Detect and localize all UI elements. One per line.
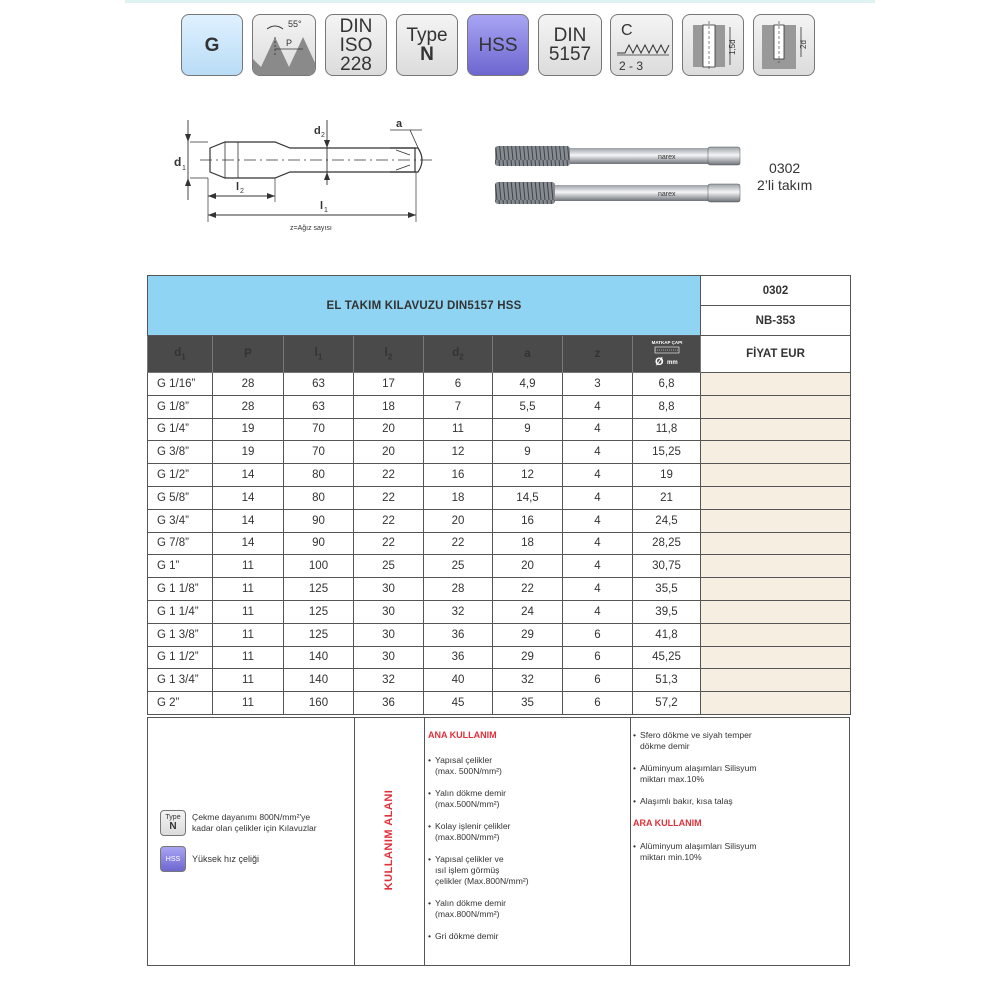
table-cell: 39,5 xyxy=(633,600,701,623)
table-cell: 36 xyxy=(424,623,493,646)
price-cell xyxy=(701,395,851,418)
table-cell: 6 xyxy=(424,373,493,396)
drill-diameter-icon xyxy=(647,338,687,368)
table-cell: 80 xyxy=(284,464,354,487)
usage-item: • Yalın dökme demir (max.800N/mm²) xyxy=(428,898,623,920)
table-row xyxy=(148,373,851,396)
table-cell: G 1/16” xyxy=(148,373,213,396)
table-row xyxy=(148,578,851,601)
table-row xyxy=(148,555,851,578)
table-cell: 70 xyxy=(284,441,354,464)
usage-item: • Alüminyum alaşımları Silisyum miktarı min.10% xyxy=(633,841,843,863)
table-cell: 160 xyxy=(284,692,354,715)
table-cell: 4 xyxy=(563,464,633,487)
table-cell: 6 xyxy=(563,623,633,646)
table-cell: 63 xyxy=(284,395,354,418)
table-cell: 21 xyxy=(633,486,701,509)
thread-profile-icon xyxy=(252,14,316,76)
type-value: N xyxy=(420,44,434,65)
table-cell: 22 xyxy=(354,486,424,509)
table-cell: 30 xyxy=(354,578,424,601)
table-cell: 140 xyxy=(284,646,354,669)
table-cell: 11 xyxy=(213,578,284,601)
table-cell: G 1 1/4” xyxy=(148,600,213,623)
table-cell: 16 xyxy=(424,464,493,487)
table-cell: 6,8 xyxy=(633,373,701,396)
usage-item: • Yapısal çelikler (max. 500N/mm²) xyxy=(428,755,623,777)
usage-item: • Alüminyum alaşımları Silisyum miktarı max.10% xyxy=(633,763,843,785)
table-cell: 18 xyxy=(493,532,563,555)
secondary-usage-list xyxy=(633,841,843,863)
table-cell: 28 xyxy=(213,373,284,396)
table-cell: 45 xyxy=(424,692,493,715)
right-usage-list xyxy=(633,730,843,807)
din5157-icon xyxy=(538,14,602,76)
col-header-d1: $d_1$ xyxy=(148,336,213,373)
tap-spec-table xyxy=(147,275,851,715)
table-cell: 19 xyxy=(213,441,284,464)
table-row xyxy=(148,623,851,646)
table-cell: 20 xyxy=(354,441,424,464)
table-cell: 90 xyxy=(284,509,354,532)
table-cell: 22 xyxy=(424,532,493,555)
table-cell: G 1/2” xyxy=(148,464,213,487)
col-header-drill xyxy=(633,336,701,373)
col-header-d2: $d_2$ xyxy=(424,336,493,373)
table-cell: 4,9 xyxy=(493,373,563,396)
table-cell: 22 xyxy=(493,578,563,601)
side-ref: NB-353 xyxy=(701,306,851,336)
table-cell: G 5/8” xyxy=(148,486,213,509)
table-cell: 30 xyxy=(354,623,424,646)
price-cell xyxy=(701,578,851,601)
table-cell: 70 xyxy=(284,418,354,441)
table-cell: 14 xyxy=(213,532,284,555)
table-title: EL TAKIM KILAVUZU DIN5157 HSS xyxy=(148,276,701,336)
table-cell: 4 xyxy=(563,532,633,555)
table-cell: 140 xyxy=(284,669,354,692)
svg-text:2: 2 xyxy=(240,188,244,195)
table-cell: G 1” xyxy=(148,555,213,578)
table-cell: 29 xyxy=(493,646,563,669)
table-cell: 36 xyxy=(424,646,493,669)
legend-type-text: Çekme dayanımı 800N/mm²'ye kadar olan çelikler için Kılavuzlar xyxy=(192,812,317,833)
table-cell: 4 xyxy=(563,509,633,532)
tap-set-image xyxy=(490,140,745,212)
table-cell: 8,8 xyxy=(633,395,701,418)
table-row xyxy=(148,669,851,692)
tap-technical-drawing xyxy=(170,110,450,235)
hss-icon xyxy=(467,14,529,76)
type-n-mini-icon: Type N xyxy=(160,810,186,836)
g-label: G xyxy=(204,34,220,56)
table-cell: 4 xyxy=(563,555,633,578)
legend-type-n xyxy=(160,810,317,836)
price-cell xyxy=(701,373,851,396)
table-cell: G 1/4” xyxy=(148,418,213,441)
main-usage-title: ANA KULLANIM xyxy=(428,730,497,740)
table-cell: 36 xyxy=(354,692,424,715)
table-cell: 4 xyxy=(563,578,633,601)
table-cell: 3 xyxy=(563,373,633,396)
table-cell: 57,2 xyxy=(633,692,701,715)
table-row xyxy=(148,532,851,555)
usage-item: • Sfero dökme ve siyah temper dökme demir xyxy=(633,730,843,752)
hss-mini-icon: HSS xyxy=(160,846,186,872)
brand-mark-2: narex xyxy=(658,191,676,198)
d1-label: d xyxy=(174,155,182,169)
table-cell: 15,25 xyxy=(633,441,701,464)
l2-label: l xyxy=(236,181,240,193)
table-cell: 51,3 xyxy=(633,669,701,692)
table-cell: G 1 3/8” xyxy=(148,623,213,646)
table-cell: 32 xyxy=(354,669,424,692)
usage-item: • Alaşımlı bakır, kısa talaş xyxy=(633,796,843,807)
price-cell xyxy=(701,692,851,715)
table-cell: 18 xyxy=(424,486,493,509)
price-cell xyxy=(701,441,851,464)
d2-label: d xyxy=(314,125,321,137)
price-cell xyxy=(701,600,851,623)
price-cell xyxy=(701,418,851,441)
product-code: 0302 xyxy=(769,160,801,176)
usage-item: • Yalın dökme demir (max.500N/mm²) xyxy=(428,788,623,810)
depth1-label: 1,5d xyxy=(728,39,737,55)
table-cell: 7 xyxy=(424,395,493,418)
svg-text:2: 2 xyxy=(321,132,325,139)
price-cell xyxy=(701,486,851,509)
din-iso-228-icon xyxy=(325,14,387,76)
table-row xyxy=(148,646,851,669)
chamfer-letter: C xyxy=(621,22,633,39)
col-header-a: a xyxy=(493,336,563,373)
table-cell: 32 xyxy=(424,600,493,623)
angle-label: 55° xyxy=(288,19,302,29)
price-cell xyxy=(701,509,851,532)
chamfer-icon xyxy=(610,14,673,76)
table-cell: 20 xyxy=(424,509,493,532)
table-row xyxy=(148,486,851,509)
din-iso-line2: ISO xyxy=(339,34,373,56)
table-cell: G 3/8” xyxy=(148,441,213,464)
table-cell: 4 xyxy=(563,418,633,441)
price-cell xyxy=(701,646,851,669)
g-thread-icon xyxy=(181,14,243,76)
table-cell: G 2” xyxy=(148,692,213,715)
table-cell: 4 xyxy=(563,441,633,464)
table-cell: 90 xyxy=(284,532,354,555)
col-header-z: z xyxy=(563,336,633,373)
table-cell: 22 xyxy=(354,532,424,555)
table-cell: 20 xyxy=(493,555,563,578)
top-accent-line xyxy=(125,0,875,3)
table-cell: 14 xyxy=(213,486,284,509)
table-cell: 11 xyxy=(213,600,284,623)
table-cell: 35 xyxy=(493,692,563,715)
price-cell xyxy=(701,623,851,646)
table-cell: G 1/8” xyxy=(148,395,213,418)
blind-hole-icon xyxy=(753,14,815,76)
table-cell: 125 xyxy=(284,623,354,646)
table-cell: 125 xyxy=(284,600,354,623)
hss-label: HSS xyxy=(478,34,518,56)
table-cell: 16 xyxy=(493,509,563,532)
table-cell: 28,25 xyxy=(633,532,701,555)
table-cell: G 7/8” xyxy=(148,532,213,555)
table-row xyxy=(148,692,851,715)
table-cell: 4 xyxy=(563,395,633,418)
type-n-icon xyxy=(396,14,458,76)
table-cell: 11,8 xyxy=(633,418,701,441)
col-header-p: P xyxy=(213,336,284,373)
table-cell: 41,8 xyxy=(633,623,701,646)
table-cell: 29 xyxy=(493,623,563,646)
table-cell: 63 xyxy=(284,373,354,396)
table-cell: 22 xyxy=(354,464,424,487)
table-row xyxy=(148,509,851,532)
table-cell: 30 xyxy=(354,600,424,623)
main-usage-list xyxy=(428,755,623,942)
table-cell: 11 xyxy=(213,555,284,578)
usage-item: • Kolay işlenir çelikler (max.800N/mm²) xyxy=(428,821,623,843)
a-label: a xyxy=(396,118,403,130)
table-cell: 6 xyxy=(563,669,633,692)
table-cell: 6 xyxy=(563,692,633,715)
table-cell: 11 xyxy=(213,646,284,669)
din5157-line2: 5157 xyxy=(548,44,592,65)
main-usage-column xyxy=(428,730,623,953)
legend-hss-text: Yüksek hız çeliği xyxy=(192,854,260,864)
table-cell: 100 xyxy=(284,555,354,578)
table-cell: G 1 3/4” xyxy=(148,669,213,692)
depth2-label: 2d xyxy=(799,40,808,49)
drill-icon-caption: MATKAP ÇAPI xyxy=(651,339,682,345)
table-cell: G 3/4” xyxy=(148,509,213,532)
legend-hss xyxy=(160,846,259,872)
table-row xyxy=(148,395,851,418)
table-cell: 22 xyxy=(354,509,424,532)
price-cell xyxy=(701,464,851,487)
table-cell: 11 xyxy=(213,623,284,646)
table-cell: 11 xyxy=(424,418,493,441)
table-cell: 14 xyxy=(213,464,284,487)
table-cell: 12 xyxy=(424,441,493,464)
tap-1 xyxy=(495,146,740,166)
through-hole-icon xyxy=(682,14,744,76)
drill-icon-unit: mm xyxy=(666,359,678,366)
din-iso-line3: 228 xyxy=(340,53,372,75)
col-header-l2: $l_2$ xyxy=(354,336,424,373)
usage-area-label: KULLANIM ALANI xyxy=(383,789,395,891)
secondary-usage-title: ARA KULLANIM xyxy=(633,818,702,828)
table-cell: 11 xyxy=(213,692,284,715)
table-cell: 11 xyxy=(213,669,284,692)
din5157-line1: DIN xyxy=(553,25,587,46)
col-header-l1: $l_1$ xyxy=(284,336,354,373)
price-cell xyxy=(701,532,851,555)
table-cell: 14,5 xyxy=(493,486,563,509)
usage-item: • Gri dökme demir xyxy=(428,931,623,942)
table-cell: 12 xyxy=(493,464,563,487)
table-cell: 35,5 xyxy=(633,578,701,601)
col-header-price: FİYAT EUR xyxy=(701,336,851,373)
table-cell: 28 xyxy=(424,578,493,601)
drill-icon-symbol: Ø xyxy=(654,355,664,368)
product-caption xyxy=(757,160,812,194)
table-cell: 6 xyxy=(563,646,633,669)
table-cell: 30 xyxy=(354,646,424,669)
table-cell: 4 xyxy=(563,486,633,509)
type-label: Type xyxy=(406,25,448,46)
chamfer-range: 2 - 3 xyxy=(619,59,644,73)
table-cell: 14 xyxy=(213,509,284,532)
table-cell: 19 xyxy=(633,464,701,487)
svg-text:1: 1 xyxy=(324,207,328,214)
table-cell: 80 xyxy=(284,486,354,509)
table-cell: 125 xyxy=(284,578,354,601)
svg-text:1: 1 xyxy=(182,165,186,172)
table-row xyxy=(148,441,851,464)
brand-mark-1: narex xyxy=(658,154,676,161)
table-cell: 5,5 xyxy=(493,395,563,418)
price-cell xyxy=(701,555,851,578)
table-row xyxy=(148,464,851,487)
table-cell: G 1 1/8” xyxy=(148,578,213,601)
table-cell: 30,75 xyxy=(633,555,701,578)
right-usage-column xyxy=(633,730,843,874)
table-cell: 18 xyxy=(354,395,424,418)
table-cell: 32 xyxy=(493,669,563,692)
table-cell: 25 xyxy=(354,555,424,578)
table-row xyxy=(148,418,851,441)
price-cell xyxy=(701,669,851,692)
table-cell: G 1 1/2” xyxy=(148,646,213,669)
table-cell: 45,25 xyxy=(633,646,701,669)
din-iso-line1: DIN xyxy=(339,15,373,37)
table-cell: 19 xyxy=(213,418,284,441)
table-cell: 24 xyxy=(493,600,563,623)
drawing-caption: z=Ağız sayısı xyxy=(290,225,332,232)
l1-label: l xyxy=(320,200,324,212)
side-code: 0302 xyxy=(701,276,851,306)
table-cell: 28 xyxy=(213,395,284,418)
table-cell: 24,5 xyxy=(633,509,701,532)
table-cell: 9 xyxy=(493,418,563,441)
table-cell: 17 xyxy=(354,373,424,396)
table-cell: 9 xyxy=(493,441,563,464)
table-row xyxy=(148,600,851,623)
product-set: 2’li takım xyxy=(757,177,813,193)
table-cell: 40 xyxy=(424,669,493,692)
usage-item: • Yapısal çelikler ve ısıl işlem görmüş çelikler (Max.800N/mm²) xyxy=(428,854,623,887)
table-cell: 25 xyxy=(424,555,493,578)
tap-2 xyxy=(495,182,740,204)
table-cell: 20 xyxy=(354,418,424,441)
table-cell: 4 xyxy=(563,600,633,623)
pitch-label: P xyxy=(286,38,293,48)
